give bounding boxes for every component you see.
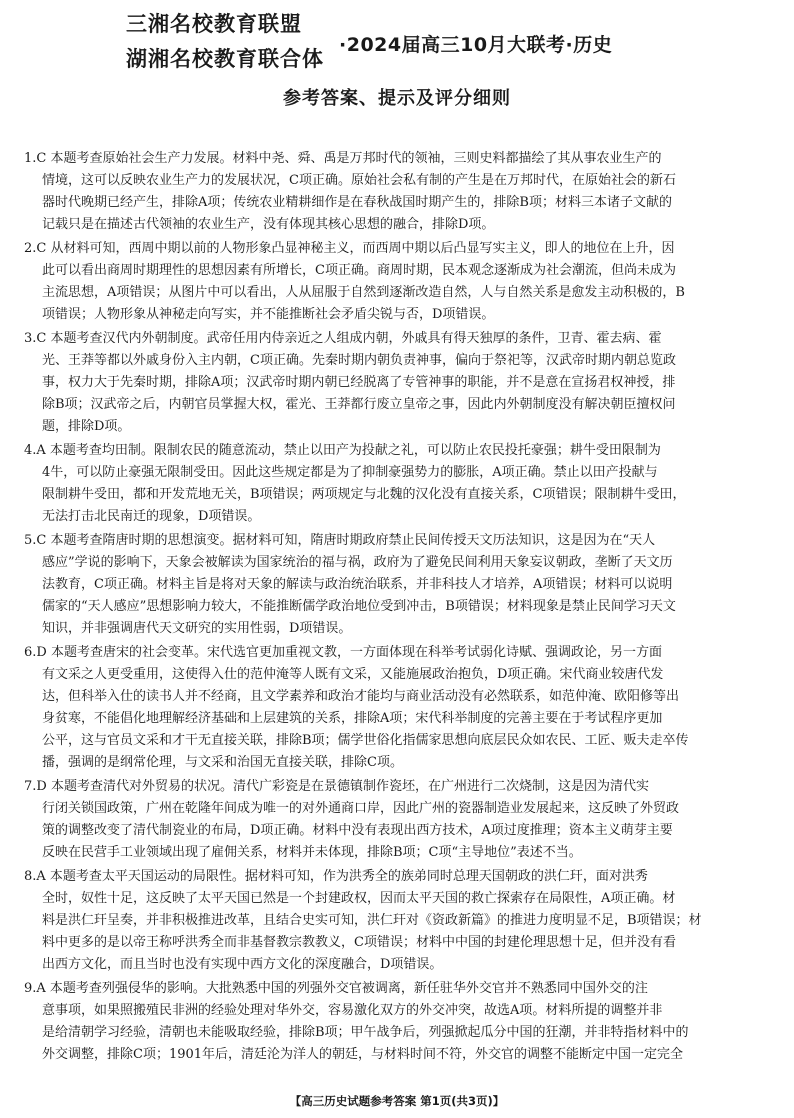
answer-item bbox=[24, 642, 776, 774]
answer-line: 2.C 从材料可知，西周中期以前的人物形象凸显神秘主义，而西周中期以后凸显写实主义，即人的地位在上升，因 bbox=[24, 241, 675, 256]
answer-item bbox=[24, 328, 776, 438]
answer-line: 法教育，C项正确。材料主旨是将对天象的解读与政治统治联系，并非科技人才培养，A项错误；材料可以说明 bbox=[42, 577, 673, 592]
answer-line: 料是洪仁玕呈奏，并非积极推进改革，且结合史实可知，洪仁玕对《资政新篇》的推进力度明显不足，B项错误；材 bbox=[42, 913, 702, 928]
answer-line: 6.D 本题考查唐宋的社会变革。宋代选官更加重视文教，一方面体现在科举考试弱化诗赋、强调政论，另一方面 bbox=[24, 645, 662, 660]
answer-line: 事，权力大于先秦时期，排除A项；汉武帝时期内朝已经脱离了专管神事的职能，并不是意在宣扬君权神授，排 bbox=[42, 375, 676, 390]
answer-line: 有文采之人更受重用，这使得入仕的范仲淹等人既有文采，又能施展政治抱负，D项正确。宋代商业较唐代发 bbox=[42, 667, 664, 682]
answer-line: 此可以看出商周时期理性的思想因素有所增长，C项正确。商周时期，民本观念逐渐成为社会潮流，但尚未成为 bbox=[42, 263, 676, 278]
answer-line: 1.C 本题考查原始社会生产力发展。材料中尧、舜、禹是万邦时代的领袖，三则史料都描绘了其从事农业生产的 bbox=[24, 151, 662, 166]
answer-line: 意事项，如果照搬殖民非洲的经验处理对华外交，容易激化双方的外交冲突，故选A项。材料所提的调整并非 bbox=[42, 1003, 663, 1018]
answer-line: 题，排除D项。 bbox=[42, 419, 131, 434]
answer-line: 限制耕牛受田，都和开发荒地无关，B项错误；两项规定与北魏的汉化没有直接关系，C项错误；限制耕牛受田， bbox=[42, 487, 686, 502]
org-name-1: 三湘名校教育联盟 bbox=[126, 12, 302, 36]
answer-line: 5.C 本题考查隋唐时期的思想演变。据材料可知，隋唐时期政府禁止民间传授天文历法知识，这是因为在“天人 bbox=[24, 533, 656, 548]
exam-title: ·2024届高三10月大联考·历史 bbox=[339, 34, 613, 56]
answer-item bbox=[24, 530, 776, 640]
answer-line: 4.A 本题考查均田制。限制农民的随意流动，禁止以田产为投献之礼，可以防止农民投托豪强；耕牛受田限制为 bbox=[24, 443, 661, 458]
answer-item bbox=[24, 238, 776, 326]
answer-line: 儒家的“天人感应”思想影响力较大，不能推断儒学政治地位受到冲击，B项错误；材料现象是禁止民间学习天文 bbox=[42, 599, 676, 614]
answer-line: 是给清朝学习经验，清朝也未能吸取经验，排除B项；甲午战争后，列强掀起瓜分中国的狂潮，并非特指材料中的 bbox=[42, 1025, 689, 1040]
answer-line: 器时代晚期已经产生，排除A项；传统农业精耕细作是在春秋战国时期产生的，排除B项；材料三本诸子文献的 bbox=[42, 195, 672, 210]
answer-line: 感应”学说的影响下，天象会被解读为国家统治的福与祸，政府为了避免民间利用天象妄议朝政，垄断了天文历 bbox=[42, 555, 673, 570]
page-footer: 【高三历史试题参考答案 第1页(共3页)】 bbox=[289, 1094, 505, 1108]
answer-line: 项错误；人物形象从神秘走向写实，并不能推断社会矛盾尖锐与否，D项错误。 bbox=[42, 307, 495, 322]
answer-line: 情境，这可以反映农业生产力的发展状况，C项正确。原始社会私有制的产生是在万邦时代，在原始社会的新石 bbox=[42, 173, 676, 188]
answer-line: 无法打击北民南迁的现象，D项错误。 bbox=[42, 509, 261, 524]
answer-line: 外交调整，排除C项；1901年后，清廷沦为洋人的朝廷，与材料时间不符，外交官的调整不能断定中国一定完全 bbox=[42, 1047, 684, 1062]
answers-list bbox=[24, 148, 776, 1068]
org-name-2: 湖湘名校教育联合体 bbox=[126, 47, 324, 71]
answer-line: 除B项；汉武帝之后，内朝官员掌握大权，霍光、王莽都行废立皇帝之事，因此内外朝制度没有解决朝臣擅权问 bbox=[42, 397, 676, 412]
answer-line: 4牛，可以防止豪强无限制受田。因此这些规定都是为了抑制豪强势力的膨胀，A项正确。禁止以田产投献与 bbox=[42, 465, 658, 480]
answer-line: 身贫寒，不能倡化地理解经济基础和上层建筑的关系，排除A项；宋代科举制度的完善主要在于考试程序更加 bbox=[42, 711, 663, 726]
answer-line: 光、王莽等都以外戚身份入主内朝，C项正确。先秦时期内朝负责神事，偏向于祭祀等，汉武帝时期内朝总览政 bbox=[42, 353, 676, 368]
answer-line: 记载只是在描述古代领袖的农业生产，没有体现其核心思想的融合，排除D项。 bbox=[42, 217, 495, 232]
answer-line: 9.A 本题考查列强侵华的影响。大批熟悉中国的列强外交官被调离，新任驻华外交官并不熟悉同中国外交的注 bbox=[24, 981, 648, 996]
page-subtitle: 参考答案、提示及评分细则 bbox=[283, 88, 511, 109]
answer-line: 7.D 本题考查清代对外贸易的状况。清代广彩瓷是在景德镇制作瓷坯，在广州进行二次烧制，这是因为清代实 bbox=[24, 779, 649, 794]
answer-item bbox=[24, 440, 776, 528]
answer-item bbox=[24, 866, 776, 976]
answer-line: 知识，并非强调唐代天文研究的实用性弱，D项错误。 bbox=[42, 621, 352, 636]
answer-item bbox=[24, 776, 776, 864]
answer-item bbox=[24, 978, 776, 1066]
answer-line: 8.A 本题考查太平天国运动的局限性。据材料可知，作为洪秀全的族弟同时总理天国朝政的洪仁玕，面对洪秀 bbox=[24, 869, 648, 884]
answer-line: 达，但科举入仕的读书人并不经商，且文学素养和政治才能均与商业活动没有必然联系，如范仲淹、欧阳修等出 bbox=[42, 689, 680, 704]
answer-line: 策的调整改变了清代制瓷业的布局，D项正确。材料中没有表现出西方技术，A项过度推理；资本主义萌芽主要 bbox=[42, 823, 673, 838]
answer-line: 公平，这与官员文采和才干无直接关联，排除B项；儒学世俗化指儒家思想向底层民众如农民、工匠、贩夫走卒传 bbox=[42, 733, 689, 748]
answer-line: 行闭关锁国政策，广州在乾隆年间成为唯一的对外通商口岸，因此广州的瓷器制造业发展起来，这反映了外贸政 bbox=[42, 801, 680, 816]
answer-line: 全时，奴性十足，这反映了太平天国已然是一个封建政权，因而太平天国的救亡探索存在局限性，A项正确。材 bbox=[42, 891, 676, 906]
answer-line: 3.C 本题考查汉代内外朝制度。武帝任用内侍亲近之人组成内朝，外戚具有得天独厚的条件，卫青、霍去病、霍 bbox=[24, 331, 662, 346]
answer-line: 播，强调的是纲常伦理，与文采和治国无直接关联，排除C项。 bbox=[42, 755, 403, 770]
answer-item bbox=[24, 148, 776, 236]
answer-line: 出西方文化，而且当时也没有实现中西方文化的深度融合，D项错误。 bbox=[42, 957, 443, 972]
answer-line: 反映在民营手工业领域出现了雇佣关系，材料并未体现，排除B项；C项“主导地位”表述不当。 bbox=[42, 845, 582, 860]
answer-line: 主流思想，A项错误；从图片中可以看出，人从屈服于自然到逐渐改造自然，人与自然关系是愈发主动积极的，B bbox=[42, 285, 685, 300]
answer-line: 料中更多的是以帝王称呼洪秀全而非基督教宗教教义，C项错误；材料中中国的封建伦理思想十足，但并没有看 bbox=[42, 935, 676, 950]
